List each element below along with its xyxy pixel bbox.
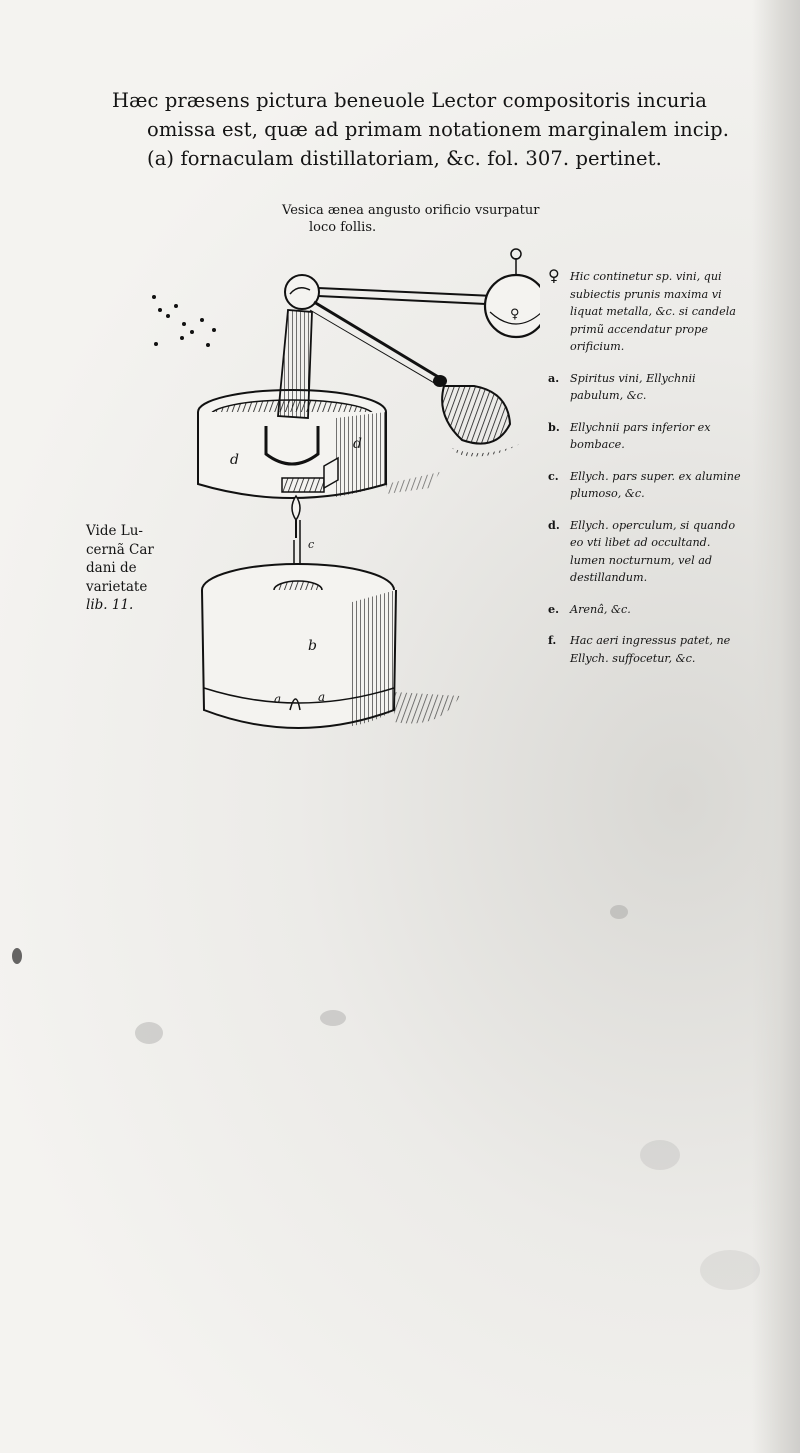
legend-entry xyxy=(548,517,748,587)
figure-letter-c: c xyxy=(308,538,315,551)
legend-entry xyxy=(548,601,748,619)
legend-key: ♀ xyxy=(548,266,560,285)
stain xyxy=(135,1022,163,1044)
legend-text: Ellychnii pars inferior ex bombace. xyxy=(570,420,711,451)
legend-key: a. xyxy=(548,370,560,385)
legend-entry xyxy=(548,370,748,405)
stain xyxy=(610,905,628,919)
margin-note-line-2: cernã Car xyxy=(86,541,154,558)
legend-entry xyxy=(548,268,748,356)
stain xyxy=(12,948,22,964)
legend-entry xyxy=(548,632,748,667)
legend-key: e. xyxy=(548,601,560,616)
upper-furnace xyxy=(198,390,440,498)
caption-line-1: Vesica ænea angusto orificio vsurpatur xyxy=(282,203,540,218)
figure-letter-a: a xyxy=(318,690,326,704)
figure-letter-d: d xyxy=(353,436,362,452)
margin-note-line-1: Vide Lu- xyxy=(86,523,143,539)
woodcut-illustration xyxy=(140,240,540,744)
page-edge-shadow xyxy=(752,0,800,1453)
heading-line-3: (a) fornaculam distillatoriam, &c. fol. 307. pertinet. xyxy=(147,147,662,170)
heading-line-2: omissa est, quæ ad primam notationem marginalem incip. xyxy=(147,118,730,141)
margin-note-line-3: dani de xyxy=(86,560,137,576)
legend-text: Arenâ, &c. xyxy=(570,602,631,616)
stain xyxy=(700,1250,760,1290)
legend-entry xyxy=(548,468,748,503)
sparks xyxy=(152,295,216,347)
svg-text:♀: ♀ xyxy=(510,307,520,322)
stain xyxy=(640,1140,680,1170)
legend-key: d. xyxy=(548,517,560,532)
margin-note-line-5: lib. 11. xyxy=(86,597,134,613)
figure-letter-a: a xyxy=(274,692,282,706)
lamp-vessel xyxy=(202,564,460,728)
legend-key: f. xyxy=(548,633,557,647)
heading-line-1: Hæc præsens pictura beneuole Lector compositoris incuria xyxy=(112,89,707,112)
figure-legend xyxy=(548,268,748,681)
stain xyxy=(320,1010,346,1026)
page-heading xyxy=(112,86,730,173)
legend-key: b. xyxy=(548,419,560,434)
legend-text: Spiritus vini, Ellychnii pabulum, &c. xyxy=(570,371,696,402)
figure-letter-d: d xyxy=(230,452,239,468)
legend-text: Hac aeri ingressus patet, ne Ellych. suffocetur, &c. xyxy=(570,634,731,665)
figure-letter-b: b xyxy=(308,638,317,654)
legend-text: Ellych. pars super. ex alumine plumoso, &c. xyxy=(570,469,741,500)
legend-text: Hic continetur sp. vini, qui subiectis prunis maxima vi liquat metalla, &c. si candela primũ accendatur prope orificium. xyxy=(570,270,736,353)
margin-note-line-4: varietate xyxy=(86,578,148,595)
legend-entry xyxy=(548,419,748,454)
figure-caption xyxy=(282,202,582,236)
legend-key: c. xyxy=(548,468,559,483)
legend-text: Ellych. operculum, si quando eo vti libet ad occultand. lumen nocturnum, vel ad destillandum. xyxy=(570,518,736,584)
distillation-apparatus-drawing xyxy=(140,240,540,740)
caption-line-2: loco follis. xyxy=(309,220,377,235)
